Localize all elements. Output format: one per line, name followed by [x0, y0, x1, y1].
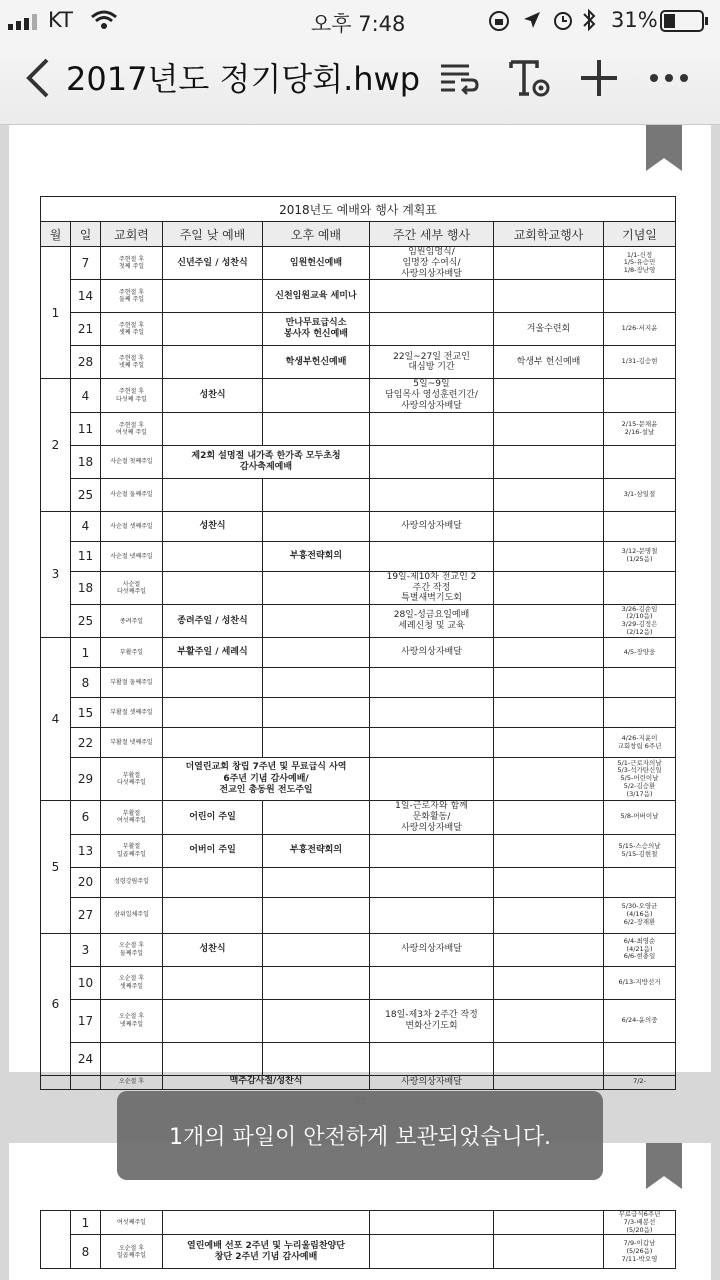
weekly-event-cell	[370, 698, 494, 728]
bookmark-icon[interactable]	[646, 125, 682, 171]
day-cell: 11	[71, 541, 101, 571]
table-row	[41, 412, 676, 445]
sunday-service-cell	[163, 867, 263, 897]
weekly-event-cell	[370, 280, 494, 313]
table-row	[41, 668, 676, 698]
school-event-cell	[494, 834, 604, 867]
sunday-service-cell	[163, 728, 263, 758]
month-cell	[41, 1075, 71, 1089]
school-event-cell	[494, 280, 604, 313]
afternoon-service-cell: 부흥전략회의	[263, 541, 370, 571]
weekly-event-cell: 사랑의상자배달	[370, 638, 494, 668]
church-calendar-cell: 사순절 둘째주일	[101, 478, 163, 511]
church-calendar-cell: 사순절 다섯째주일	[101, 571, 163, 604]
afternoon-service-cell: 학생부헌신예배	[263, 346, 370, 379]
table-row	[41, 280, 676, 313]
add-button[interactable]	[575, 54, 623, 102]
church-calendar-cell: 주현절 후 다섯째 주일	[101, 379, 163, 412]
weekly-event-cell	[370, 728, 494, 758]
church-calendar-cell: 주현절 후 셋째 주일	[101, 313, 163, 346]
sunday-service-cell	[163, 897, 263, 933]
table-row	[41, 867, 676, 897]
anniversary-cell: 5/8-어버이날	[604, 801, 676, 834]
afternoon-service-cell: 만나무료급식소 봉사자 헌신예배	[263, 313, 370, 346]
anniversary-cell: 6/13-지방선거	[604, 966, 676, 999]
afternoon-service-cell	[263, 638, 370, 668]
anniversary-cell	[604, 379, 676, 412]
church-calendar-cell: 오순절 후	[101, 1075, 163, 1089]
table-row	[41, 478, 676, 511]
weekly-event-cell: 임원임명식/ 임명장 수여식/ 사랑의상자배달	[370, 247, 494, 280]
month-cell	[41, 1211, 71, 1269]
schedule-title: 2018년도 예배와 행사 계획표	[41, 197, 676, 222]
anniversary-cell	[604, 445, 676, 478]
school-event-cell	[494, 541, 604, 571]
church-calendar-cell: 주현절 후 첫째 주일	[101, 247, 163, 280]
anniversary-cell	[604, 280, 676, 313]
church-calendar-cell: 삼위일체주일	[101, 897, 163, 933]
save-toast: 1개의 파일이 안전하게 보관되었습니다.	[117, 1091, 603, 1180]
day-cell: 1	[71, 1211, 101, 1235]
anniversary-cell	[604, 571, 676, 604]
anniversary-cell	[604, 867, 676, 897]
battery-icon	[660, 10, 710, 37]
sunday-service-cell	[163, 999, 263, 1042]
column-header: 기념일	[604, 222, 676, 247]
church-calendar-cell: 사순절 넷째주일	[101, 541, 163, 571]
school-event-cell	[494, 801, 604, 834]
sunday-service-cell	[163, 280, 263, 313]
anniversary-cell: 2/15-문채윤 2/16-설날	[604, 412, 676, 445]
sunday-service-cell: 부활주일 / 세례식	[163, 638, 263, 668]
afternoon-service-cell	[263, 933, 370, 966]
day-cell: 18	[71, 445, 101, 478]
sunday-service-cell: 어버이 주일	[163, 834, 263, 867]
afternoon-service-cell	[263, 728, 370, 758]
school-event-cell	[494, 728, 604, 758]
signal-icon	[8, 11, 44, 35]
afternoon-service-cell: 부흥전략회의	[263, 834, 370, 867]
month-cell: 3	[41, 511, 71, 637]
wifi-icon	[90, 9, 118, 36]
table-row	[41, 247, 676, 280]
rotation-lock-icon	[488, 10, 510, 37]
weekly-event-cell: 사랑의상자배달	[370, 1075, 494, 1089]
afternoon-service-cell	[263, 511, 370, 541]
weekly-event-cell: 사랑의상자배달	[370, 511, 494, 541]
alarm-icon	[552, 9, 574, 36]
weekly-event-cell	[370, 758, 494, 801]
school-event-cell	[494, 698, 604, 728]
church-calendar-cell: 부활절 다섯째주일	[101, 758, 163, 801]
anniversary-cell	[604, 668, 676, 698]
table-row	[41, 834, 676, 867]
weekly-event-cell	[370, 541, 494, 571]
table-row	[41, 933, 676, 966]
school-event-cell	[494, 1075, 604, 1089]
afternoon-service-cell	[263, 571, 370, 604]
day-cell: 21	[71, 313, 101, 346]
month-cell: 4	[41, 638, 71, 801]
table-row	[41, 999, 676, 1042]
day-cell: 7	[71, 247, 101, 280]
church-calendar-cell	[101, 1042, 163, 1075]
day-cell: 25	[71, 478, 101, 511]
table-row	[41, 571, 676, 604]
table-row	[41, 511, 676, 541]
school-event-cell: 겨울수련회	[494, 313, 604, 346]
day-cell: 8	[71, 668, 101, 698]
sunday-service-cell: 성찬식	[163, 933, 263, 966]
weekly-event-cell: 사랑의상자배달	[370, 933, 494, 966]
day-cell: 25	[71, 605, 101, 638]
sunday-service-cell	[163, 313, 263, 346]
table-row	[41, 541, 676, 571]
weekly-event-cell: 5일~9일 담임목사 영성훈련기간/ 사랑의상자배달	[370, 379, 494, 412]
school-event-cell: 학생부 헌신예배	[494, 346, 604, 379]
table-row	[41, 758, 676, 801]
school-event-cell	[494, 571, 604, 604]
anniversary-cell: 6/24-윤의중	[604, 999, 676, 1042]
day-cell: 17	[71, 999, 101, 1042]
carrier-label: KT	[48, 8, 73, 32]
column-header: 오후 예배	[263, 222, 370, 247]
table-row	[41, 379, 676, 412]
sunday-service-cell	[163, 1042, 263, 1075]
day-cell: 8	[71, 1235, 101, 1269]
sunday-service-cell: 맥추감사절/성찬식	[163, 1075, 370, 1089]
day-cell: 15	[71, 698, 101, 728]
table-row	[41, 897, 676, 933]
clock-text: 오후 7:48	[311, 12, 406, 36]
sunday-service-cell: 성찬식	[163, 511, 263, 541]
weekly-event-cell	[370, 412, 494, 445]
sunday-service-cell: 성찬식	[163, 379, 263, 412]
anniversary-cell: 1/1-신정 1/5-유승민 1/8-장난영	[604, 247, 676, 280]
afternoon-service-cell	[263, 412, 370, 445]
document-toolbar	[0, 40, 720, 125]
day-cell: 3	[71, 933, 101, 966]
sunday-service-cell	[163, 668, 263, 698]
location-icon	[522, 10, 542, 35]
school-event-cell	[494, 966, 604, 999]
column-header: 월	[41, 222, 71, 247]
table-row	[41, 638, 676, 668]
church-calendar-cell: 오순절 후 넷째주일	[101, 999, 163, 1042]
sunday-service-cell	[163, 571, 263, 604]
anniversary-cell: 5/30-오영균 (4/16음) 6/2-장재환	[604, 897, 676, 933]
day-cell: 4	[71, 379, 101, 412]
day-cell: 13	[71, 834, 101, 867]
sunday-service-cell: 더열린교회 창립 7주년 및 무료급식 사역 6주년 기념 감사예배/ 전교인 총동원 전도주일	[163, 758, 370, 801]
school-event-cell	[494, 867, 604, 897]
column-header: 교회학교행사	[494, 222, 604, 247]
bookmark-icon[interactable]	[646, 1143, 682, 1189]
sunday-service-cell	[163, 966, 263, 999]
school-event-cell	[494, 758, 604, 801]
column-header: 교회력	[101, 222, 163, 247]
afternoon-service-cell	[263, 478, 370, 511]
column-header: 일	[71, 222, 101, 247]
day-cell: 6	[71, 801, 101, 834]
back-button[interactable]	[14, 54, 62, 102]
table-row	[41, 1042, 676, 1075]
church-calendar-cell: 사순절 첫째주일	[101, 445, 163, 478]
more-options-button[interactable]	[645, 54, 693, 102]
day-cell: 27	[71, 897, 101, 933]
table-row	[41, 966, 676, 999]
anniversary-cell: 1/31-김승현	[604, 346, 676, 379]
afternoon-service-cell: 신천임원교육 세미나	[263, 280, 370, 313]
weekly-event-cell	[370, 313, 494, 346]
sunday-service-cell: 제2회 설명절 내가족 한가족 모두초청 감사축제예배	[163, 445, 370, 478]
sunday-service-cell: 신년주일 / 성찬식	[163, 247, 263, 280]
afternoon-service-cell	[263, 999, 370, 1042]
church-calendar-cell: 부활절 둘째주일	[101, 668, 163, 698]
schedule-table	[40, 196, 676, 1090]
sunday-service-cell: 어린이 주일	[163, 801, 263, 834]
anniversary-cell: 3/12-문명철 (1/25음)	[604, 541, 676, 571]
weekly-event-cell: 19일-제10차 전교인 2 주간 작정 특별새벽기도회	[370, 571, 494, 604]
anniversary-cell: 5/15-스승의날 5/15-김현철	[604, 834, 676, 867]
table-row	[41, 346, 676, 379]
anniversary-cell	[604, 511, 676, 541]
weekly-event-cell	[370, 668, 494, 698]
day-cell: 11	[71, 412, 101, 445]
weekly-event-cell	[370, 867, 494, 897]
table-row	[41, 1235, 676, 1269]
table-row	[41, 605, 676, 638]
school-event-cell	[494, 933, 604, 966]
school-event-cell	[494, 668, 604, 698]
table-row	[41, 698, 676, 728]
weekly-event-cell	[370, 1235, 494, 1269]
weekly-event-cell	[370, 445, 494, 478]
school-event-cell	[494, 511, 604, 541]
afternoon-service-cell	[263, 668, 370, 698]
church-calendar-cell: 종려주일	[101, 605, 163, 638]
afternoon-service-cell	[263, 801, 370, 834]
church-calendar-cell: 사순절 셋째주일	[101, 511, 163, 541]
church-calendar-cell: 부활절 여섯째주일	[101, 801, 163, 834]
school-event-cell	[494, 605, 604, 638]
sunday-service-cell: 열린예배 선포 2주년 및 누리울림찬양단 창단 2주년 기념 감사예배	[163, 1235, 370, 1269]
weekly-event-cell	[370, 897, 494, 933]
reflow-view-button[interactable]	[435, 54, 483, 102]
weekly-event-cell: 28일-성금요일예배 세례신청 및 교육	[370, 605, 494, 638]
weekly-event-cell	[370, 1211, 494, 1235]
battery-percent: 31%	[611, 8, 658, 32]
column-header: 주간 세부 행사	[370, 222, 494, 247]
day-cell: 24	[71, 1042, 101, 1075]
day-cell: 29	[71, 758, 101, 801]
day-cell: 20	[71, 867, 101, 897]
table-row	[41, 1211, 676, 1235]
church-calendar-cell: 부활절 셋째주일	[101, 698, 163, 728]
sunday-service-cell	[163, 698, 263, 728]
afternoon-service-cell	[263, 867, 370, 897]
day-cell: 22	[71, 728, 101, 758]
sunday-service-cell	[163, 346, 263, 379]
church-calendar-cell: 오순절 후 둘째주일	[101, 933, 163, 966]
school-event-cell	[494, 412, 604, 445]
church-calendar-cell: 여섯째주일	[101, 1211, 163, 1235]
church-calendar-cell: 주현절 후 여섯째 주일	[101, 412, 163, 445]
church-calendar-cell: 부활절 넷째주일	[101, 728, 163, 758]
table-row	[41, 313, 676, 346]
afternoon-service-cell	[263, 379, 370, 412]
sunday-service-cell	[163, 1211, 370, 1235]
anniversary-cell: 4/5-장양웅	[604, 638, 676, 668]
table-row	[41, 1075, 676, 1089]
day-cell: 10	[71, 966, 101, 999]
table-row	[41, 728, 676, 758]
weekly-event-cell	[370, 834, 494, 867]
status-bar	[0, 0, 720, 40]
afternoon-service-cell: 임원헌신예배	[263, 247, 370, 280]
school-event-cell	[494, 1235, 604, 1269]
document-title: 2017년도 정기당회.hwp	[66, 60, 421, 98]
day-cell: 1	[71, 638, 101, 668]
month-cell: 5	[41, 801, 71, 933]
weekly-event-cell: 1일-근로자와 함께 문화활동/ 사랑의상자배달	[370, 801, 494, 834]
day-cell: 4	[71, 511, 101, 541]
anniversary-cell: 3/26-김순임 (2/10음) 3/29-김정은 (2/12음)	[604, 605, 676, 638]
text-format-button[interactable]	[505, 54, 553, 102]
afternoon-service-cell	[263, 966, 370, 999]
church-calendar-cell: 주현절 후 둘째 주일	[101, 280, 163, 313]
anniversary-cell: 7/2-	[604, 1075, 676, 1089]
school-event-cell	[494, 1042, 604, 1075]
afternoon-service-cell	[263, 605, 370, 638]
school-event-cell	[494, 379, 604, 412]
school-event-cell	[494, 478, 604, 511]
afternoon-service-cell	[263, 1042, 370, 1075]
document-page	[9, 125, 711, 1087]
month-cell: 1	[41, 247, 71, 379]
anniversary-cell: 1/26-서지윤	[604, 313, 676, 346]
weekly-event-cell	[370, 966, 494, 999]
school-event-cell	[494, 638, 604, 668]
month-cell: 6	[41, 933, 71, 1075]
month-cell: 2	[41, 379, 71, 511]
anniversary-cell: 3/1-삼일절	[604, 478, 676, 511]
sunday-service-cell: 종려주일 / 성찬식	[163, 605, 263, 638]
church-calendar-cell: 오순절 후 일곱째주일	[101, 1235, 163, 1269]
school-event-cell	[494, 247, 604, 280]
church-calendar-cell: 주현절 후 넷째 주일	[101, 346, 163, 379]
day-cell	[71, 1075, 101, 1089]
church-calendar-cell: 부활주일	[101, 638, 163, 668]
sunday-service-cell	[163, 541, 263, 571]
day-cell: 14	[71, 280, 101, 313]
sunday-service-cell	[163, 412, 263, 445]
school-event-cell	[494, 897, 604, 933]
anniversary-cell: 무료급식6주년 7/3-배봉선 (5/20음)	[604, 1211, 676, 1235]
table-row	[41, 445, 676, 478]
column-header: 주일 낮 예배	[163, 222, 263, 247]
church-calendar-cell: 부활절 일곱째주일	[101, 834, 163, 867]
day-cell: 28	[71, 346, 101, 379]
anniversary-cell: 4/26-지윤이 교회창립 6주년	[604, 728, 676, 758]
afternoon-service-cell	[263, 897, 370, 933]
church-calendar-cell: 성령강림주일	[101, 867, 163, 897]
weekly-event-cell	[370, 478, 494, 511]
afternoon-service-cell	[263, 698, 370, 728]
bluetooth-icon	[582, 8, 596, 37]
sunday-service-cell	[163, 478, 263, 511]
table-row	[41, 801, 676, 834]
anniversary-cell: 7/9-이갑남 (5/26음) 7/11-박오영	[604, 1235, 676, 1269]
weekly-event-cell: 22일~27일 전교인 대심방 기간	[370, 346, 494, 379]
school-event-cell	[494, 1211, 604, 1235]
anniversary-cell: 6/4-최영순 (4/21음) 6/6-현충일	[604, 933, 676, 966]
school-event-cell	[494, 445, 604, 478]
church-calendar-cell: 오순절 후 셋째주일	[101, 966, 163, 999]
anniversary-cell	[604, 698, 676, 728]
school-event-cell	[494, 999, 604, 1042]
anniversary-cell	[604, 1042, 676, 1075]
weekly-event-cell	[370, 1042, 494, 1075]
day-cell: 18	[71, 571, 101, 604]
anniversary-cell: 5/1-근로자의날 5/3-석가탄신일 5/5-어린이날 5/2-김승환 (3/17음)	[604, 758, 676, 801]
schedule-table-continued	[40, 1210, 676, 1269]
weekly-event-cell: 18일-제3차 2주간 작정 변화산기도회	[370, 999, 494, 1042]
